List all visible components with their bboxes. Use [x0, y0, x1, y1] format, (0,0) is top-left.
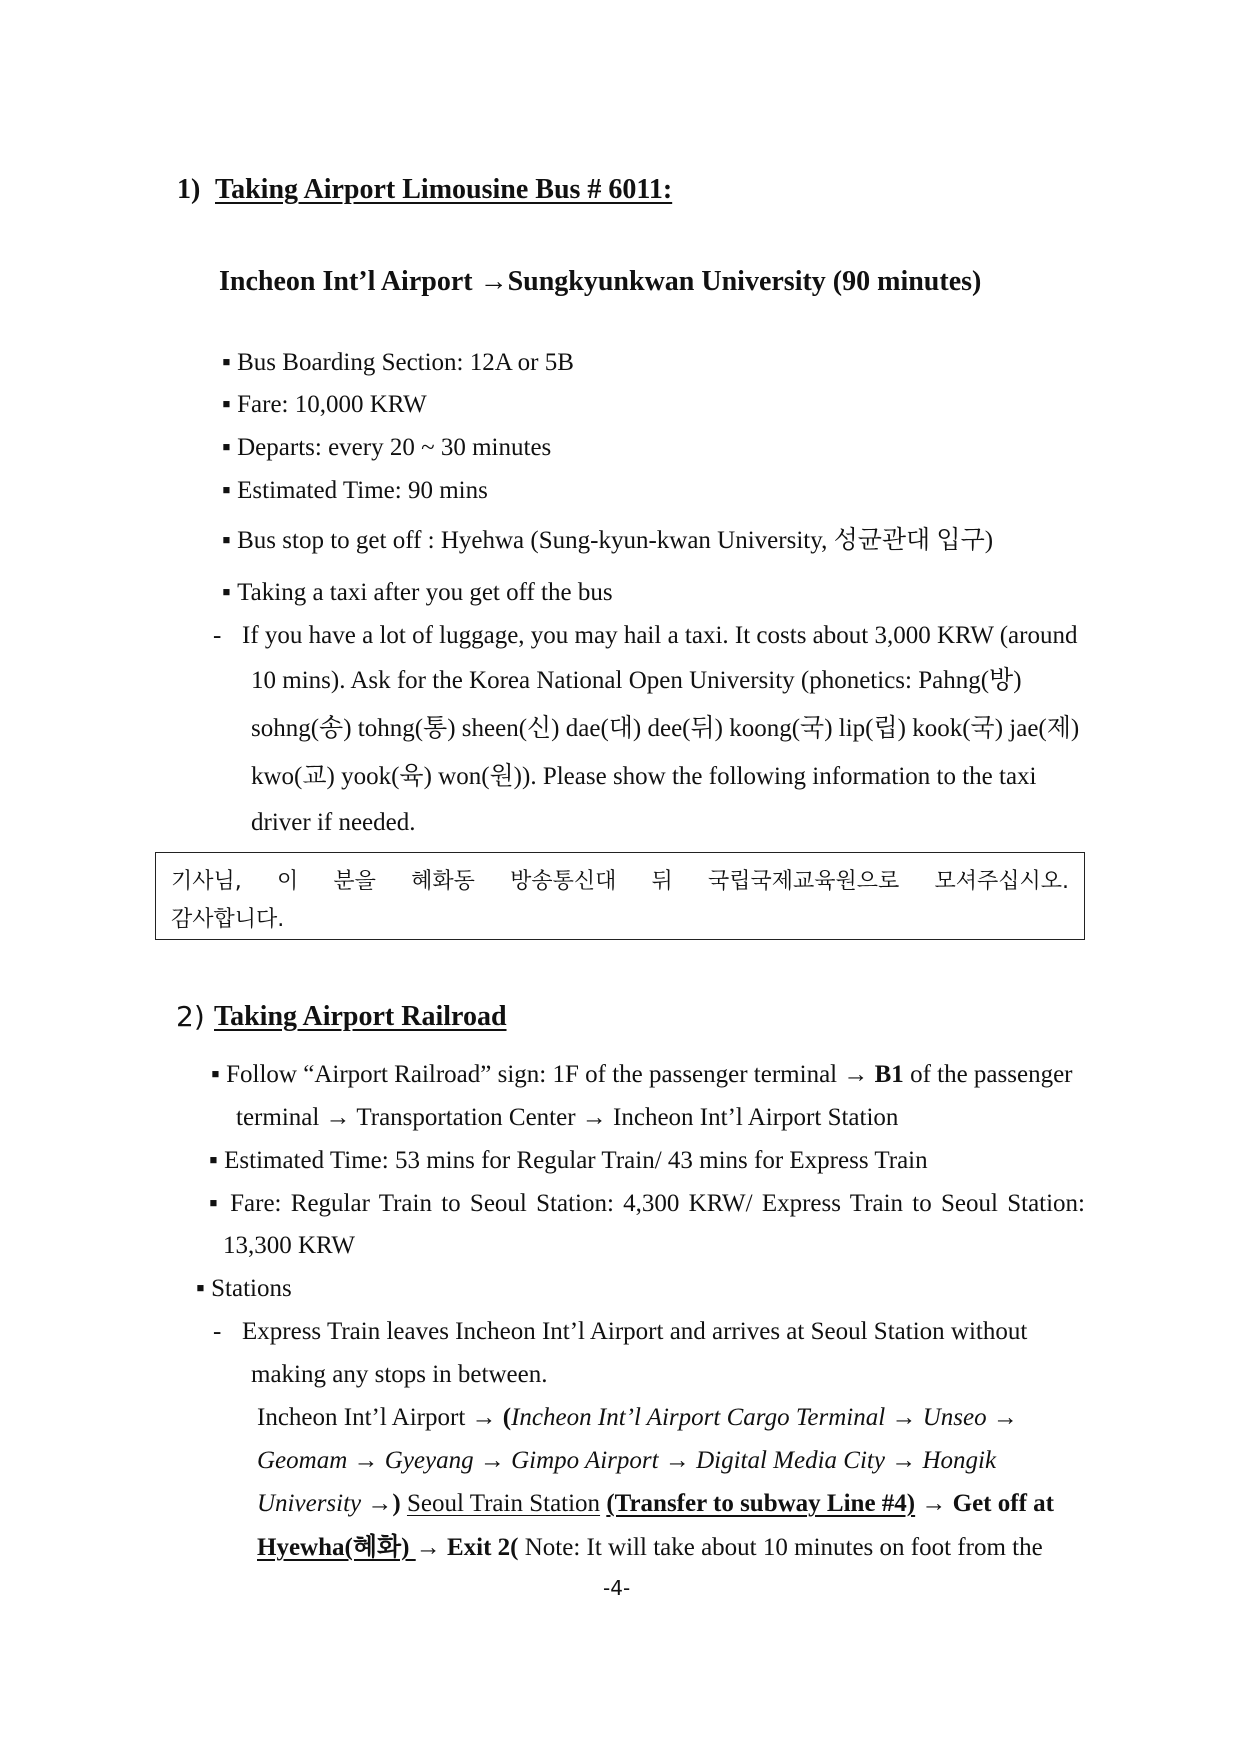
route-get-off: → Get off at: [915, 1490, 1054, 1517]
bullet-bus-stop: ▪ Bus stop to get off : Hyehwa (Sung-kyun-kwan University, 성균관대 입구): [222, 528, 993, 553]
route-origin: Incheon Int’l Airport →: [257, 1404, 503, 1431]
route-transfer: (Transfer to subway Line #4): [606, 1490, 916, 1517]
route-seoul-station: Seoul Train Station: [406, 1490, 601, 1517]
route-exit: → Exit 2(: [415, 1534, 519, 1561]
section1-title: Taking Airport Limousine Bus # 6011:: [215, 174, 673, 205]
route-line-1: [257, 1405, 1018, 1430]
bullet-departs: ▪ Departs: every 20 ~ 30 minutes: [222, 435, 551, 460]
taxi-line-2: 10 mins). Ask for the Korea National Open University (phonetics: Pahng(방): [251, 667, 1022, 694]
express-line-1: Express Train leaves Incheon Int’l Airport and arrives at Seoul Station without: [242, 1318, 1028, 1345]
follow-text-post: of the passenger: [903, 1061, 1073, 1088]
section1-subtitle: Incheon Int’l Airport →Sungkyunkwan University (90 minutes): [219, 266, 982, 297]
express-line-2: making any stops in between.: [251, 1361, 548, 1388]
korean-instruction-line-1: 기사님, 이 분을 혜화동 방송통신대 뒤 국립국제교육원으로 모셔주십시오.: [171, 869, 1069, 894]
route-line-2: Geomam → Gyeyang → Gimpo Airport → Digital Media City → Hongik: [257, 1447, 997, 1474]
bullet-follow-sign: [211, 1062, 1073, 1087]
bullet-estimated-time: ▪ Estimated Time: 90 mins: [222, 478, 488, 503]
express-dash: -: [213, 1318, 222, 1345]
route-stops-1: Incheon Int’l Airport Cargo Terminal → Unseo →: [511, 1404, 1018, 1431]
section2-number: 2): [176, 1000, 205, 1033]
route-note: Note: It will take about 10 minutes on foot from the: [518, 1534, 1043, 1561]
follow-text-pre: Follow “Airport Railroad” sign: 1F of the passenger terminal →: [226, 1061, 875, 1088]
route-hyewha: Hyewha(혜화): [257, 1534, 416, 1561]
taxi-line-3: sohng(송) tohng(통) sheen(신) dae(대) dee(뒤) koong(국) lip(립) kook(국) jae(제): [251, 715, 1080, 742]
route-paren-close: ): [392, 1490, 401, 1517]
taxi-line-4: kwo(교) yook(육) won(원)). Please show the following information to the taxi: [251, 763, 1037, 790]
follow-b1: B1: [874, 1061, 904, 1088]
fare-rail-line-2: 13,300 KRW: [223, 1232, 355, 1259]
section2-title: Taking Airport Railroad: [214, 1001, 507, 1032]
route-line-3: [257, 1491, 1054, 1516]
bullet-estimated-time-rail: ▪ Estimated Time: 53 mins for Regular Train/ 43 mins for Express Train: [209, 1148, 928, 1173]
route-line-4: [257, 1535, 1043, 1560]
korean-instruction-line-2: 감사합니다.: [171, 907, 285, 932]
page-number: -4-: [603, 1576, 631, 1600]
bullet-stations: ▪ Stations: [196, 1276, 292, 1301]
follow-line-2: terminal → Transportation Center → Incheon Int’l Airport Station: [236, 1104, 899, 1131]
bullet-fare: ▪ Fare: 10,000 KRW: [222, 392, 427, 417]
taxi-line-5: driver if needed.: [251, 809, 416, 836]
bullet-fare-rail: ▪ Fare: Regular Train to Seoul Station: 4,300 KRW/ Express Train to Seoul Station:: [209, 1191, 1085, 1216]
bullet-taxi: ▪ Taking a taxi after you get off the bus: [222, 580, 613, 605]
korean-instruction-box: [155, 852, 1085, 940]
bullet-boarding: ▪ Bus Boarding Section: 12A or 5B: [222, 350, 574, 375]
taxi-line-1: If you have a lot of luggage, you may hail a taxi. It costs about 3,000 KRW (around: [242, 622, 1078, 649]
taxi-dash: -: [213, 622, 222, 649]
route-stops-3: University →: [257, 1490, 393, 1517]
route-paren-open: (: [502, 1404, 512, 1431]
section1-number: 1): [177, 174, 201, 205]
